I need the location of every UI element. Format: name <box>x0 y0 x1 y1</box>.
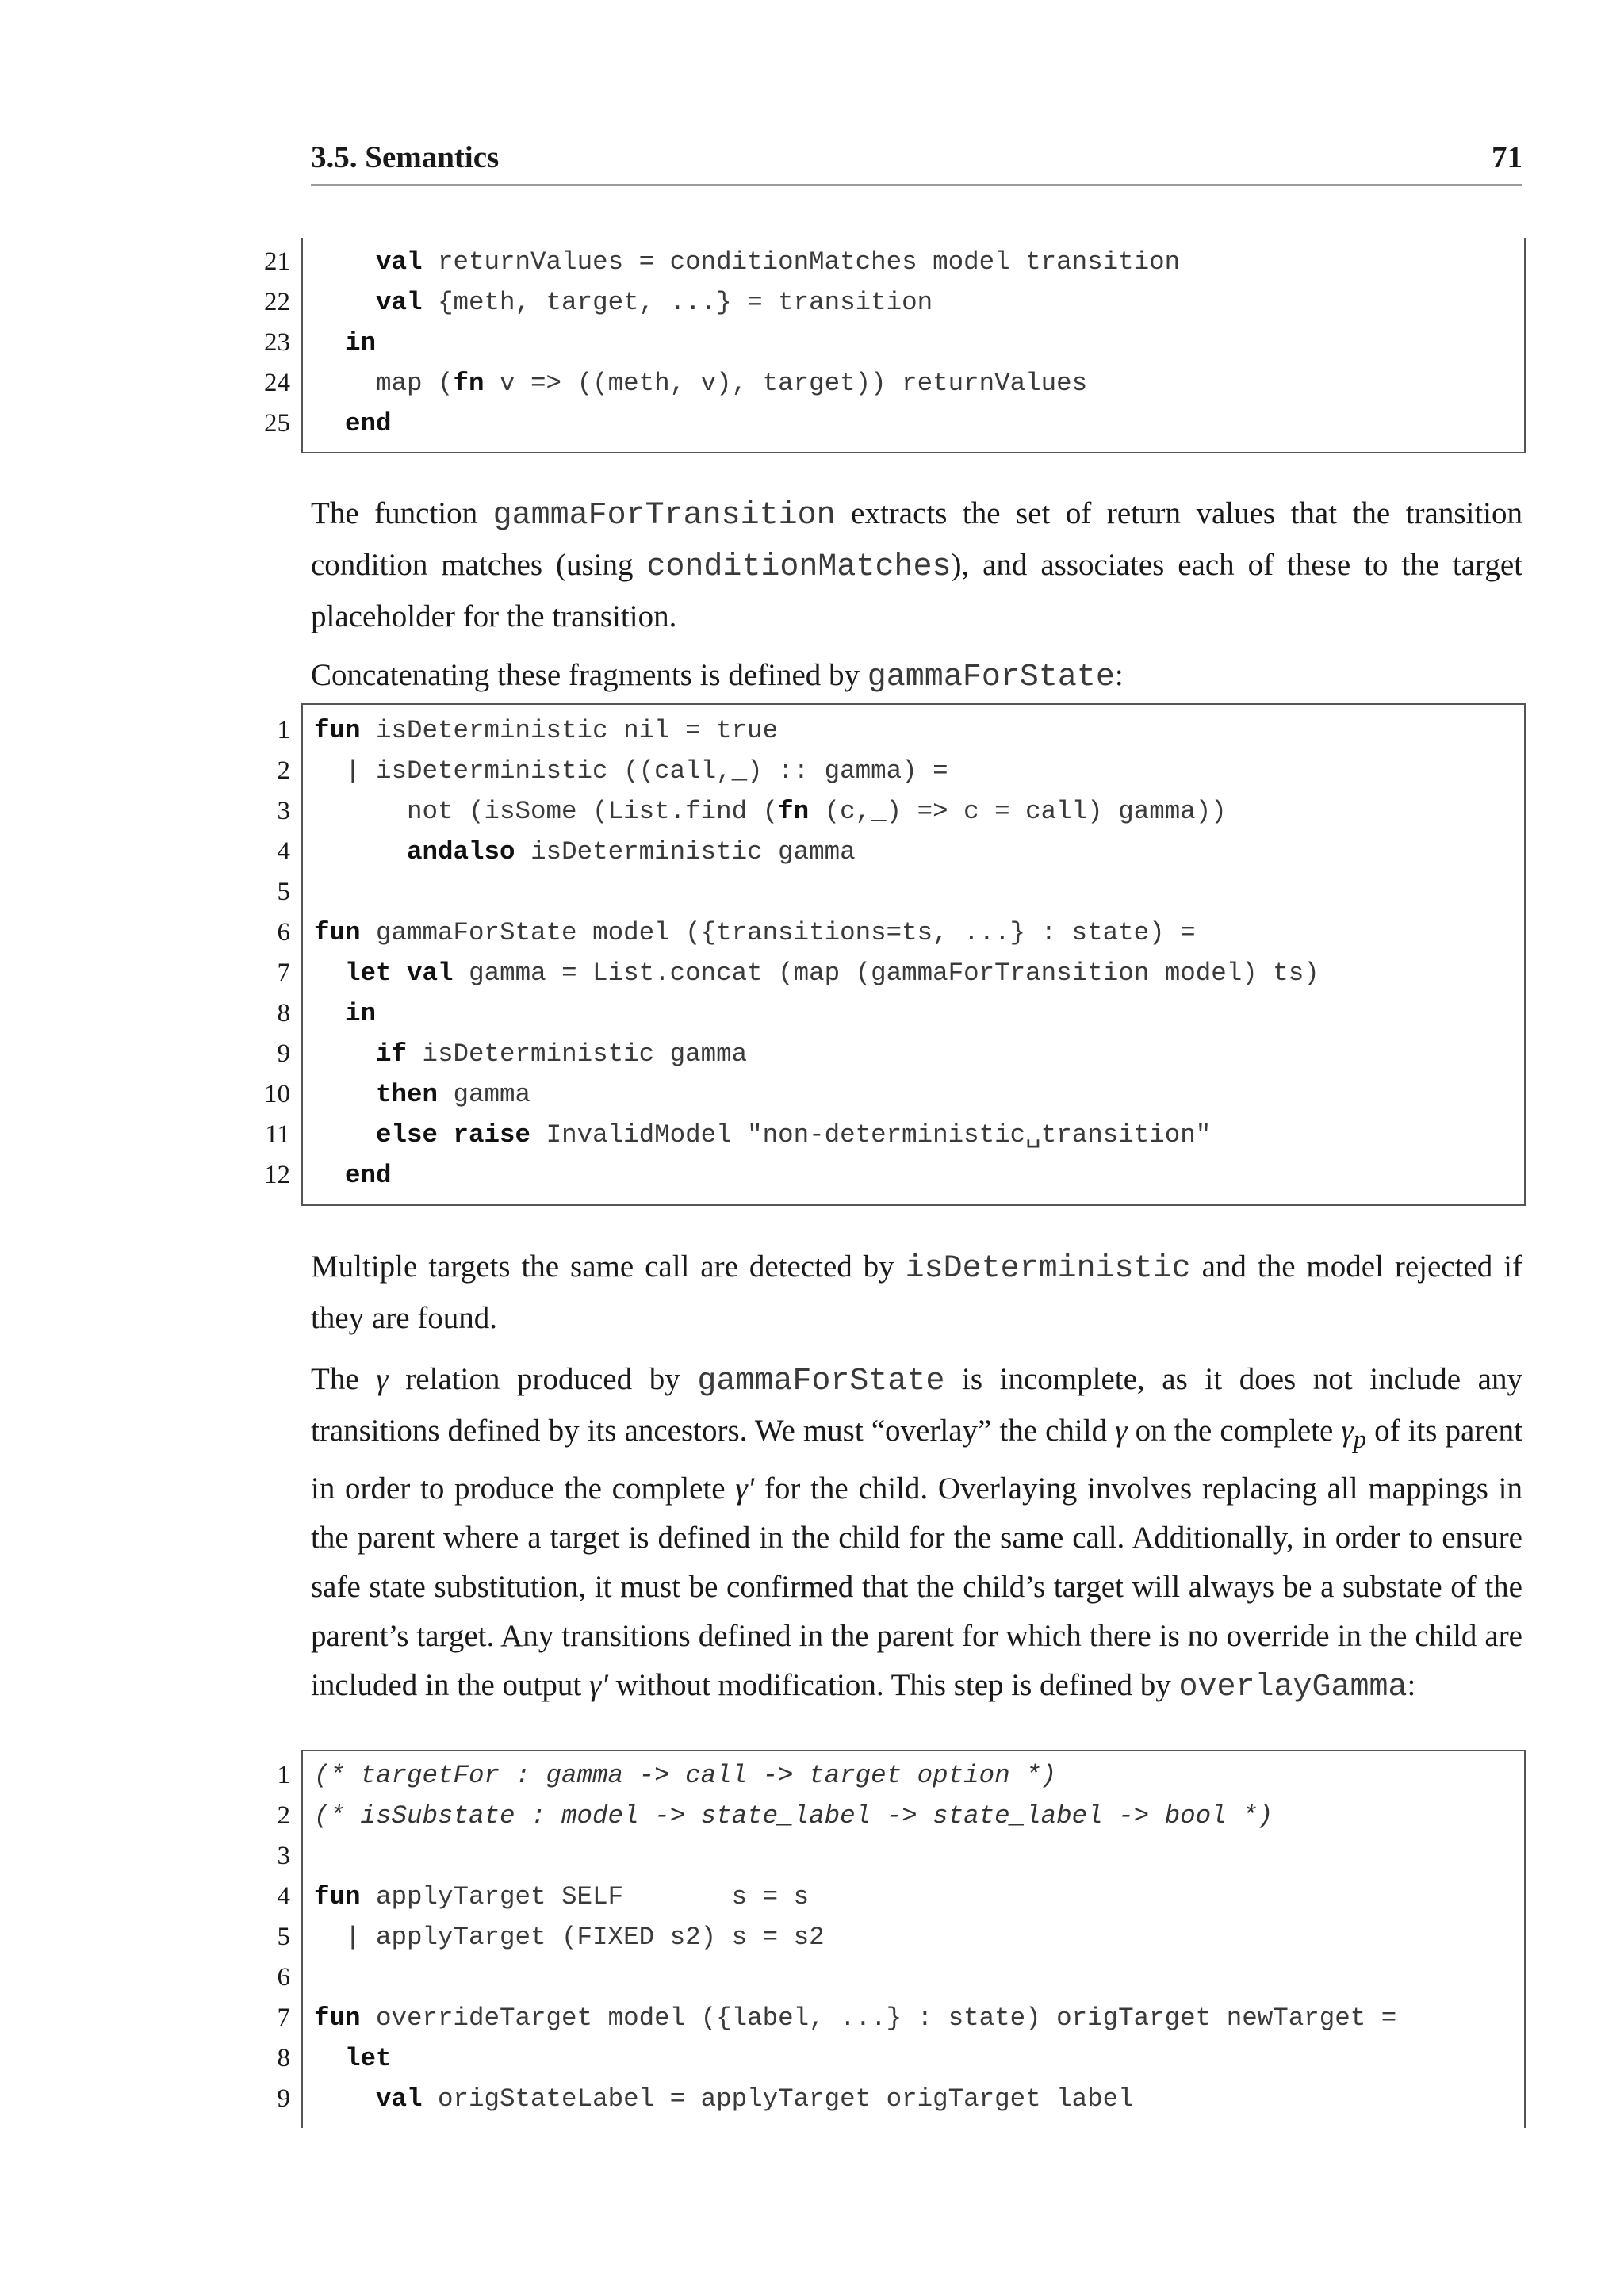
code-text: val origStateLabel = applyTarget origTarget label <box>376 2084 1134 2114</box>
code-line <box>277 872 1524 913</box>
line-number: 10 <box>264 1080 290 1108</box>
code-text: if isDeterministic gamma <box>376 1039 748 1069</box>
page-number: 71 <box>1492 140 1522 174</box>
paragraph-gamma-relation: The γ relation produced by gammaForState is incomplete, as it does not include any transitions defined by its ancestors. We must “overlay” the child γ on the complete $\gamma_p$ of its parent in order to produce the complete γ′ for the child. Overlaying involves replacing all mappings in the parent where a target is defined in the child for the same call. Additionally, in order to ensure safe state substitution, it must be confirmed that the child’s target will always be a substate of the parent’s target. Any transitions defined in the parent for which there is no override in the child are included in the output γ′ without modification. This step is defined by overlayGamma: <box>311 1362 1523 1705</box>
code-listing-continued <box>264 238 1526 453</box>
code-text: | isDeterministic ((call,_) :: gamma) = <box>314 756 948 786</box>
code-listing-gamma-for-state <box>264 703 1526 1206</box>
code-text: fun applyTarget SELF s = s <box>314 1882 810 1911</box>
line-number: 12 <box>264 1161 290 1189</box>
code-line <box>277 1836 1524 1877</box>
code-line <box>277 791 1524 832</box>
line-number: 1 <box>277 1761 290 1789</box>
code-line <box>277 1796 1524 1836</box>
code-text: in <box>345 328 377 358</box>
code-listing-overlay-gamma <box>277 1750 1526 2128</box>
running-header <box>311 135 1522 186</box>
section-title: 3.5. Semantics <box>311 140 500 174</box>
line-number: 5 <box>277 878 290 906</box>
line-number: 6 <box>277 918 290 947</box>
code-line <box>264 323 1524 363</box>
code-line <box>277 2079 1524 2119</box>
code-line <box>277 710 1524 751</box>
code-line <box>277 1957 1524 1998</box>
code-line <box>277 953 1524 993</box>
code-line <box>264 282 1524 323</box>
line-number: 7 <box>277 2003 290 2032</box>
line-number: 8 <box>277 999 290 1027</box>
code-line <box>264 242 1524 282</box>
code-text: in <box>345 999 377 1028</box>
code-text: then gamma <box>376 1080 531 1109</box>
line-number: 22 <box>264 288 290 316</box>
code-line <box>277 1917 1524 1957</box>
code-line <box>277 993 1524 1034</box>
line-number: 5 <box>277 1923 290 1951</box>
line-number: 2 <box>277 1801 290 1830</box>
code-line <box>264 404 1524 444</box>
line-number: 4 <box>277 837 290 866</box>
line-number: 3 <box>277 797 290 825</box>
code-text: (* isSubstate : model -> state_label -> state_label -> bool *) <box>314 1801 1274 1831</box>
code-text: end <box>345 409 392 438</box>
code-text: let val gamma = List.concat (map (gammaForTransition model) ts) <box>345 959 1320 988</box>
line-number: 7 <box>277 959 290 987</box>
code-line <box>277 1998 1524 2038</box>
code-line <box>277 1755 1524 1796</box>
code-line <box>264 363 1524 404</box>
paragraph-multiple-targets: Multiple targets the same call are detected by isDeterministic and the model rejected if they are found. <box>311 1249 1522 1335</box>
code-line <box>277 2038 1524 2079</box>
paragraph-gamma-for-transition: The function gammaForTransition extracts the set of return values that the transition condition matches (using conditionMatches), and associates each of these to the target placeholder for the transition. <box>311 496 1522 633</box>
code-text: let <box>345 2044 392 2073</box>
code-text: val returnValues = conditionMatches model transition <box>376 247 1181 277</box>
line-number: 23 <box>264 328 290 357</box>
line-number: 2 <box>277 756 290 785</box>
line-number: 3 <box>277 1842 290 1870</box>
line-number: 8 <box>277 2044 290 2072</box>
code-text: fun overrideTarget model ({label, ...} : state) origTarget newTarget = <box>314 2003 1397 2033</box>
line-number: 9 <box>277 2084 290 2113</box>
line-number: 21 <box>264 247 290 276</box>
line-number: 6 <box>277 1963 290 1992</box>
code-text: andalso isDeterministic gamma <box>407 837 856 867</box>
code-text: | applyTarget (FIXED s2) s = s2 <box>314 1923 825 1952</box>
code-text: (* targetFor : gamma -> call -> target option *) <box>314 1761 1057 1790</box>
code-line <box>277 1034 1524 1074</box>
line-number: 4 <box>277 1882 290 1911</box>
code-line <box>277 1877 1524 1917</box>
code-line <box>264 1155 1524 1196</box>
line-number: 24 <box>264 369 290 397</box>
code-text: map (fn v => ((meth, v), target)) returnValues <box>314 369 1088 398</box>
line-number: 25 <box>264 409 290 438</box>
code-text: else raise InvalidModel "non-deterministic␣transition" <box>376 1120 1212 1150</box>
code-text: fun isDeterministic nil = true <box>314 716 779 745</box>
code-text: not (isSome (List.find (fn (c,_) => c = call) gamma)) <box>314 797 1227 826</box>
code-text: end <box>345 1161 392 1190</box>
code-line <box>277 832 1524 872</box>
code-text: fun gammaForState model ({transitions=ts, ...} : state) = <box>314 918 1196 947</box>
line-number: 11 <box>265 1120 290 1149</box>
code-line <box>277 913 1524 953</box>
paragraph-concatenating: Concatenating these fragments is defined by gammaForState: <box>311 658 1124 695</box>
code-line <box>264 1074 1524 1115</box>
code-line <box>277 751 1524 791</box>
code-text: val {meth, target, ...} = transition <box>376 288 933 317</box>
code-line <box>265 1115 1524 1155</box>
line-number: 9 <box>277 1039 290 1068</box>
line-number: 1 <box>277 716 290 744</box>
